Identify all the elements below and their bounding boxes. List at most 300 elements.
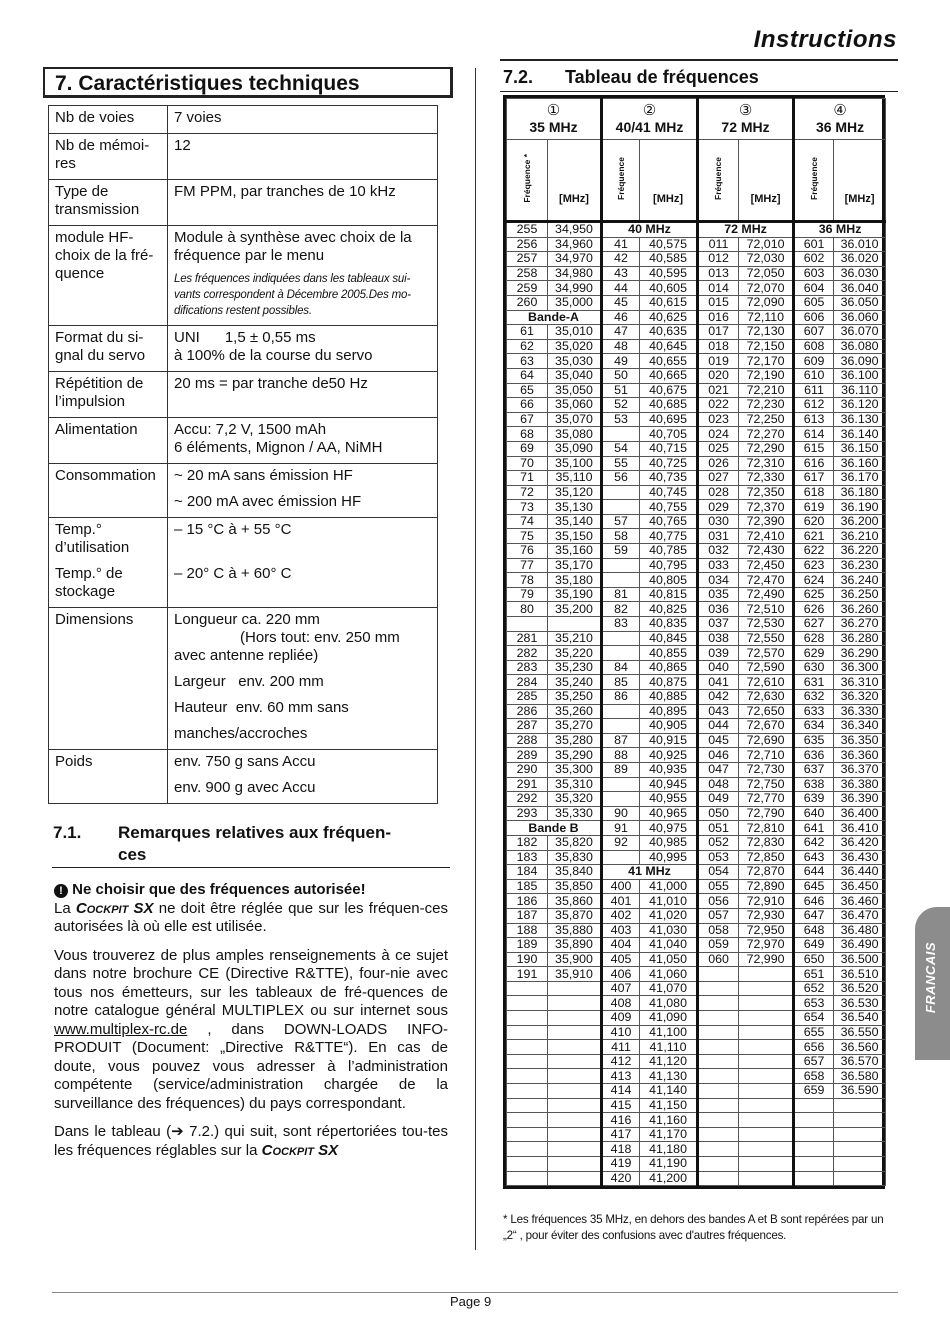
section-7-title: 7. Caractéristiques techniques	[55, 72, 360, 95]
channel-cell	[794, 1142, 834, 1157]
frequency-cell: 72,910	[739, 894, 794, 909]
frequency-cell: 40,875	[640, 675, 698, 690]
frequency-cell: 72,670	[739, 719, 794, 734]
frequency-cell: 35,140	[548, 514, 602, 529]
channel-cell: 625	[794, 587, 834, 602]
frequency-cell: 36.510	[834, 967, 886, 982]
channel-cell: 649	[794, 938, 834, 953]
channel-cell: 406	[602, 967, 640, 982]
frequency-cell: 40,915	[640, 733, 698, 748]
frequency-cell	[739, 1098, 794, 1113]
column-header: [MHz]	[640, 140, 698, 222]
frequency-cell: 35,030	[548, 354, 602, 369]
table-row	[507, 777, 886, 792]
frequency-cell: 40,905	[640, 719, 698, 734]
frequency-cell	[739, 1113, 794, 1128]
channel-cell: 416	[602, 1113, 640, 1128]
spec-row	[49, 608, 438, 750]
frequency-cell	[739, 1157, 794, 1172]
channel-cell: 648	[794, 923, 834, 938]
frequency-cell: 34,970	[548, 252, 602, 267]
frequency-cell: 36.520	[834, 981, 886, 996]
channel-cell: 651	[794, 967, 834, 982]
channel-cell: 621	[794, 529, 834, 544]
table-row	[507, 485, 886, 500]
column-header-row	[507, 140, 886, 222]
frequency-cell: 35,070	[548, 412, 602, 427]
channel-cell	[602, 427, 640, 442]
frequency-cell: 40,745	[640, 485, 698, 500]
frequency-cell	[548, 996, 602, 1011]
channel-cell: 653	[794, 996, 834, 1011]
frequency-cell: 72,510	[739, 602, 794, 617]
table-row	[507, 237, 886, 252]
frequency-cell: 41,120	[640, 1054, 698, 1069]
section-7-1-title: Remarques relatives aux fréquen- ces	[118, 823, 392, 864]
frequency-cell	[739, 996, 794, 1011]
table-row	[507, 748, 886, 763]
table-row	[507, 821, 886, 836]
frequency-cell: 41,090	[640, 1011, 698, 1026]
channel-cell: 601	[794, 237, 834, 252]
channel-cell	[698, 1040, 739, 1055]
frequency-cell: 40,795	[640, 558, 698, 573]
channel-cell: 64	[507, 368, 548, 383]
spec-value	[168, 226, 438, 326]
frequency-cell: 36.220	[834, 544, 886, 559]
channel-cell: 032	[698, 544, 739, 559]
frequency-cell: 40,615	[640, 295, 698, 310]
frequency-cell: 36.440	[834, 865, 886, 880]
frequency-cell: 41,040	[640, 938, 698, 953]
frequency-cell: 35,880	[548, 923, 602, 938]
channel-cell: 036	[698, 602, 739, 617]
spec-row	[49, 750, 438, 804]
channel-cell	[602, 704, 640, 719]
frequency-cell: 36.100	[834, 368, 886, 383]
channel-cell: 70	[507, 456, 548, 471]
frequency-cell: 72,750	[739, 777, 794, 792]
frequency-cell: 35,040	[548, 368, 602, 383]
frequency-cell: 72,170	[739, 354, 794, 369]
channel-cell: 053	[698, 850, 739, 865]
channel-cell	[507, 1040, 548, 1055]
channel-cell	[698, 1171, 739, 1186]
frequency-cell: 36.410	[834, 821, 886, 836]
channel-cell: 030	[698, 514, 739, 529]
table-row	[507, 587, 886, 602]
spec-value-line: UNI 1,5 ± 0,55 ms	[174, 329, 316, 346]
column-header: [MHz]	[834, 140, 886, 222]
channel-cell: 655	[794, 1025, 834, 1040]
channel-cell: 602	[794, 252, 834, 267]
frequency-cell: 35,110	[548, 471, 602, 486]
table-row	[507, 456, 886, 471]
channel-cell: 65	[507, 383, 548, 398]
channel-cell: 031	[698, 529, 739, 544]
multiplex-website-link[interactable]: www.multiplex-rc.de	[54, 1020, 188, 1038]
section-7-1-number: 7.1.	[53, 823, 82, 842]
frequency-cell: 35,150	[548, 529, 602, 544]
spec-label: module HF- choix de la fré- quence	[49, 226, 168, 326]
channel-cell: 606	[794, 310, 834, 325]
frequency-cell: 35,010	[548, 325, 602, 340]
frequency-cell: 36.340	[834, 719, 886, 734]
table-row	[507, 1127, 886, 1142]
frequency-cell: 36.290	[834, 646, 886, 661]
channel-cell: 258	[507, 266, 548, 281]
channel-cell	[507, 1142, 548, 1157]
frequency-cell: 35,850	[548, 879, 602, 894]
language-tab	[915, 907, 950, 1060]
channel-cell	[507, 996, 548, 1011]
frequency-cell: 40,705	[640, 427, 698, 442]
frequency-cell: 72,630	[739, 690, 794, 705]
frequency-cell: 72,010	[739, 237, 794, 252]
frequency-cell: 40,975	[640, 821, 698, 836]
frequency-cell: 72,030	[739, 252, 794, 267]
frequency-cell: 72,450	[739, 558, 794, 573]
channel-cell: 608	[794, 339, 834, 354]
frequency-cell: 72,230	[739, 398, 794, 413]
frequency-cell: 35,260	[548, 704, 602, 719]
channel-cell: 626	[794, 602, 834, 617]
frequency-cell: 35,820	[548, 835, 602, 850]
frequency-cell: 35,000	[548, 295, 602, 310]
channel-cell: 408	[602, 996, 640, 1011]
frequency-cell	[548, 1171, 602, 1186]
spec-label: Type de transmission	[49, 180, 168, 226]
channel-cell: 188	[507, 923, 548, 938]
frequency-cell	[548, 1098, 602, 1113]
channel-cell: 641	[794, 821, 834, 836]
frequency-cell: 36.040	[834, 281, 886, 296]
channel-cell: 050	[698, 806, 739, 821]
band-name: 72 MHz	[721, 119, 770, 135]
spec-value-line: – 15 °C à + 55 °C	[174, 521, 292, 538]
table-row	[507, 850, 886, 865]
text: ne doit être réglée que sur les fréquen-ces autorisées là où elle est utilisée.	[54, 899, 448, 935]
frequency-cell: 72,050	[739, 266, 794, 281]
frequency-cell: 72,070	[739, 281, 794, 296]
frequency-cell	[548, 1011, 602, 1026]
frequency-cell	[548, 1040, 602, 1055]
spec-label: Temp.° d’utilisation Temp.° de stockage	[49, 518, 168, 608]
frequency-cell: 36.390	[834, 792, 886, 807]
frequency-cell: 72,770	[739, 792, 794, 807]
frequency-cell: 36.210	[834, 529, 886, 544]
channel-cell: 609	[794, 354, 834, 369]
column-header: [MHz]	[548, 140, 602, 222]
section-7-1-rule	[52, 867, 450, 868]
frequency-cell: 35,870	[548, 908, 602, 923]
table-row	[507, 865, 886, 880]
channel-cell: 617	[794, 471, 834, 486]
channel-cell: 060	[698, 952, 739, 967]
band-label: Bande-A	[507, 310, 602, 325]
frequency-cell: 40,575	[640, 237, 698, 252]
channel-cell	[698, 1098, 739, 1113]
channel-cell: 419	[602, 1157, 640, 1172]
channel-cell: 018	[698, 339, 739, 354]
channel-cell: 014	[698, 281, 739, 296]
header-rule	[500, 59, 898, 61]
channel-cell: 414	[602, 1084, 640, 1099]
channel-cell: 293	[507, 806, 548, 821]
frequency-cell: 40,945	[640, 777, 698, 792]
channel-cell: 038	[698, 631, 739, 646]
channel-cell: 618	[794, 485, 834, 500]
channel-cell: 637	[794, 762, 834, 777]
channel-cell	[794, 1157, 834, 1172]
channel-cell: 610	[794, 368, 834, 383]
channel-cell: 288	[507, 733, 548, 748]
channel-cell	[602, 500, 640, 515]
frequency-cell: 36.130	[834, 412, 886, 427]
frequency-cell: 72,590	[739, 660, 794, 675]
frequency-cell	[548, 1157, 602, 1172]
table-row	[507, 252, 886, 267]
frequency-cell: 35,130	[548, 500, 602, 515]
channel-cell: 017	[698, 325, 739, 340]
channel-cell: 058	[698, 923, 739, 938]
channel-cell: 633	[794, 704, 834, 719]
frequency-cell: 40,935	[640, 762, 698, 777]
table-row	[507, 1040, 886, 1055]
channel-cell: 020	[698, 368, 739, 383]
channel-cell: 290	[507, 762, 548, 777]
frequency-cell: 41,150	[640, 1098, 698, 1113]
frequency-cell: 35,840	[548, 865, 602, 880]
frequency-cell: 36.110	[834, 383, 886, 398]
channel-cell: 401	[602, 894, 640, 909]
channel-cell: 402	[602, 908, 640, 923]
channel-cell: 643	[794, 850, 834, 865]
channel-cell: 037	[698, 617, 739, 632]
channel-cell: 622	[794, 544, 834, 559]
frequency-cell	[548, 617, 602, 632]
brand-name: Cockpit SX	[75, 899, 154, 917]
frequency-cell: 36.560	[834, 1040, 886, 1055]
band-header	[794, 99, 886, 140]
channel-cell	[507, 1084, 548, 1099]
frequency-cell	[548, 1127, 602, 1142]
channel-cell: 185	[507, 879, 548, 894]
brand-name: Cockpit SX	[261, 1141, 339, 1159]
frequency-cell: 41,060	[640, 967, 698, 982]
channel-cell: 022	[698, 398, 739, 413]
spec-value-line: manches/accroches	[174, 725, 308, 742]
channel-cell: 83	[602, 617, 640, 632]
table-row	[507, 762, 886, 777]
table-row	[507, 544, 886, 559]
spec-row	[49, 106, 438, 134]
channel-cell: 41	[602, 237, 640, 252]
channel-cell: 028	[698, 485, 739, 500]
channel-cell: 403	[602, 923, 640, 938]
channel-cell: 43	[602, 266, 640, 281]
table-row	[507, 952, 886, 967]
section-7-2-rule	[500, 91, 898, 92]
frequency-table-body	[507, 222, 886, 1186]
channel-cell: 190	[507, 952, 548, 967]
frequency-cell: 40,735	[640, 471, 698, 486]
channel-cell: 73	[507, 500, 548, 515]
frequency-cell: 72,990	[739, 952, 794, 967]
channel-cell: 654	[794, 1011, 834, 1026]
frequency-cell: 35,890	[548, 938, 602, 953]
channel-cell: 80	[507, 602, 548, 617]
table-row	[507, 398, 886, 413]
frequency-cell: 36.570	[834, 1054, 886, 1069]
frequency-cell	[739, 1069, 794, 1084]
frequency-cell	[548, 1069, 602, 1084]
channel-cell	[507, 1098, 548, 1113]
frequency-cell: 35,900	[548, 952, 602, 967]
table-row	[507, 879, 886, 894]
channel-cell: 45	[602, 295, 640, 310]
channel-cell: 035	[698, 587, 739, 602]
frequency-cell	[739, 1040, 794, 1055]
channel-cell	[507, 1025, 548, 1040]
frequency-cell: 36.260	[834, 602, 886, 617]
spec-label: Nb de mémoi- res	[49, 134, 168, 180]
frequency-cell: 40,625	[640, 310, 698, 325]
channel-cell	[794, 1171, 834, 1186]
channel-cell	[507, 1069, 548, 1084]
channel-cell: 292	[507, 792, 548, 807]
channel-cell: 054	[698, 865, 739, 880]
spec-row	[49, 180, 438, 226]
channel-cell: 025	[698, 441, 739, 456]
frequency-cell: 36.050	[834, 295, 886, 310]
table-row	[507, 383, 886, 398]
frequency-cell: 36.090	[834, 354, 886, 369]
frequency-cell: 72,350	[739, 485, 794, 500]
spec-label: Consommation	[49, 464, 168, 518]
frequency-cell: 72,950	[739, 923, 794, 938]
frequency-cell: 36.380	[834, 777, 886, 792]
text: Vous trouverez de plus amples renseignements à ce sujet dans notre brochure CE (Directive R&TTE), four-nie avec tous nos émetteurs, sur les tableaux de fré-quences de notre catalogue général MULTIPLEX ou sur internet sous	[54, 946, 448, 1019]
channel-cell: 58	[602, 529, 640, 544]
frequency-cell: 35,230	[548, 660, 602, 675]
channel-cell: 46	[602, 310, 640, 325]
frequency-cell: 40,695	[640, 412, 698, 427]
frequency-cell: 41,140	[640, 1084, 698, 1099]
band-name: 36 MHz	[815, 119, 865, 135]
channel-cell: 632	[794, 690, 834, 705]
band-subheader: 41 MHz	[602, 865, 698, 880]
band-header-row	[507, 99, 886, 140]
table-row	[507, 441, 886, 456]
spec-label: Poids	[49, 750, 168, 804]
channel-cell: 042	[698, 690, 739, 705]
frequency-cell: 41,160	[640, 1113, 698, 1128]
table-row	[507, 1157, 886, 1172]
channel-cell: 53	[602, 412, 640, 427]
spec-value-line: (Hors tout: env. 250 mm	[240, 629, 400, 646]
channel-cell: 59	[602, 544, 640, 559]
frequency-cell: 36.010	[834, 237, 886, 252]
table-row	[507, 894, 886, 909]
channel-cell	[794, 1113, 834, 1128]
channel-cell	[602, 485, 640, 500]
frequency-cell: 72,490	[739, 587, 794, 602]
frequency-cell: 72,190	[739, 368, 794, 383]
channel-cell: 052	[698, 835, 739, 850]
frequency-cell: 40,655	[640, 354, 698, 369]
frequency-cell: 36.120	[834, 398, 886, 413]
channel-cell: 84	[602, 660, 640, 675]
channel-cell: 79	[507, 587, 548, 602]
channel-cell: 048	[698, 777, 739, 792]
spec-value-line: avec antenne repliée)	[174, 647, 319, 664]
channel-cell: 86	[602, 690, 640, 705]
channel-cell: 024	[698, 427, 739, 442]
frequency-cell: 40,995	[640, 850, 698, 865]
frequency-cell	[739, 1011, 794, 1026]
frequency-cell: 72,870	[739, 865, 794, 880]
warning-icon: !	[54, 884, 68, 898]
channel-cell: 256	[507, 237, 548, 252]
frequency-cell: 35,290	[548, 748, 602, 763]
table-row	[507, 1113, 886, 1128]
channel-cell: 66	[507, 398, 548, 413]
table-row	[507, 368, 886, 383]
channel-cell: 50	[602, 368, 640, 383]
spec-value-line: Largeur env. 200 mm	[174, 673, 324, 690]
table-row	[507, 675, 886, 690]
frequency-cell: 35,240	[548, 675, 602, 690]
frequency-cell: 72,530	[739, 617, 794, 632]
table-row	[507, 558, 886, 573]
channel-cell: 260	[507, 295, 548, 310]
channel-cell: 049	[698, 792, 739, 807]
frequency-cell: 72,370	[739, 500, 794, 515]
frequency-cell	[739, 1084, 794, 1099]
frequency-cell: 40,835	[640, 617, 698, 632]
channel-cell: 187	[507, 908, 548, 923]
channel-cell: 183	[507, 850, 548, 865]
spec-row	[49, 226, 438, 326]
frequency-cell: 72,710	[739, 748, 794, 763]
table-row	[507, 938, 886, 953]
frequency-cell: 36.450	[834, 879, 886, 894]
channel-cell	[602, 631, 640, 646]
band-subheader: 36 MHz	[794, 222, 886, 238]
channel-cell: 631	[794, 675, 834, 690]
frequency-cell	[834, 1127, 886, 1142]
channel-cell: 287	[507, 719, 548, 734]
table-row	[507, 981, 886, 996]
channel-cell: 656	[794, 1040, 834, 1055]
table-row	[507, 806, 886, 821]
frequency-cell: 36.080	[834, 339, 886, 354]
channel-cell: 411	[602, 1040, 640, 1055]
spec-value-line: ~ 20 mA sans émission HF	[174, 467, 353, 484]
frequency-cell	[834, 1157, 886, 1172]
channel-cell: 635	[794, 733, 834, 748]
table-row	[507, 1142, 886, 1157]
frequency-cell: 35,180	[548, 573, 602, 588]
spec-value-line: Hauteur env. 60 mm sans	[174, 699, 349, 716]
frequency-cell: 72,210	[739, 383, 794, 398]
channel-cell: 286	[507, 704, 548, 719]
section-7-1-heading	[53, 822, 451, 866]
frequency-cell: 35,090	[548, 441, 602, 456]
channel-cell	[602, 792, 640, 807]
table-row	[507, 1084, 886, 1099]
